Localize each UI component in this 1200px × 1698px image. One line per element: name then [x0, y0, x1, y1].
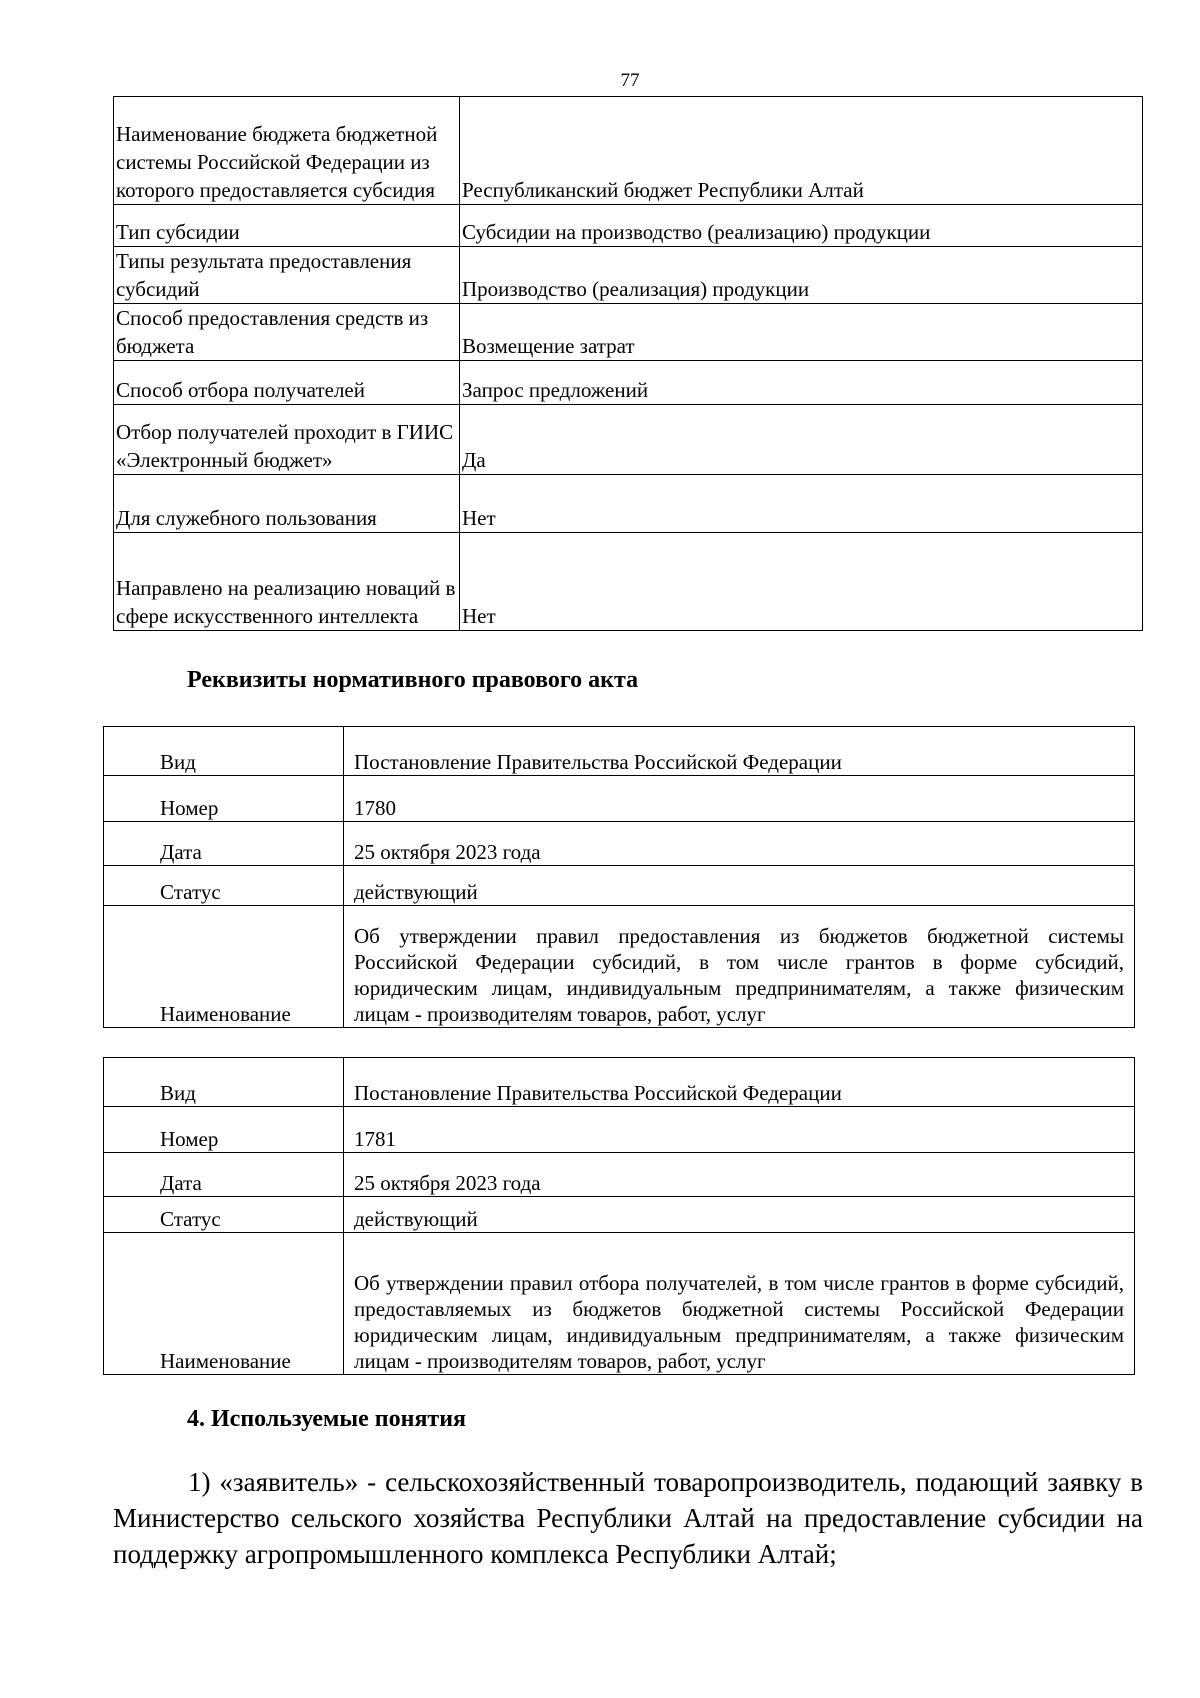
- date-label: Дата: [104, 822, 344, 866]
- legal-act-table: [103, 1057, 1135, 1375]
- row-value: Республиканский бюджет Республики Алтай: [460, 97, 1143, 205]
- status-value: действующий: [344, 1197, 1135, 1233]
- name-value: Об утверждении правил отбора получателей, в том числе грантов в форме субсидий, предоставляемых из бюджетов бюджетной системы Российской Федерации юридическим лицам, индивидуальным предпринимателям, а также физическим лицам - производителям товаров, работ, услуг: [344, 1233, 1135, 1375]
- name-label: Наименование: [104, 1233, 344, 1375]
- date-label: Дата: [104, 1153, 344, 1197]
- status-value: действующий: [344, 866, 1135, 906]
- date-value: 25 октября 2023 года: [344, 1153, 1135, 1197]
- number-value: 1781: [344, 1107, 1135, 1153]
- row-label: Тип субсидии: [114, 205, 460, 247]
- name-label: Наименование: [104, 906, 344, 1028]
- table-row: [104, 822, 1135, 866]
- row-value: Нет: [460, 475, 1143, 533]
- kind-value: Постановление Правительства Российской Федерации: [344, 727, 1135, 776]
- section-title: 4. Используемые понятия: [187, 1406, 467, 1432]
- status-label: Статус: [104, 866, 344, 906]
- date-value: 25 октября 2023 года: [344, 822, 1135, 866]
- name-value: Об утверждении правил предоставления из бюджетов бюджетной системы Российской Федерации субсидий, в том числе грантов в форме субсидий, юридическим лицам, индивидуальным предпринимателям, а также физическим лицам - производителям товаров, работ, услуг: [344, 906, 1135, 1028]
- table-row: [104, 1058, 1135, 1107]
- row-label: Наименование бюджета бюджетной системы Российской Федерации из которого предоставляется субсидия: [114, 97, 460, 205]
- requisites-title: Реквизиты нормативного правового акта: [187, 667, 639, 693]
- kind-label: Вид: [104, 1058, 344, 1107]
- table-row: [104, 1197, 1135, 1233]
- table-row: [104, 866, 1135, 906]
- table-row: [114, 97, 1143, 205]
- table-row: [104, 776, 1135, 822]
- table-row: [114, 361, 1143, 405]
- subsidy-passport-table: [113, 96, 1143, 631]
- number-value: 1780: [344, 776, 1135, 822]
- row-value: Возмещение затрат: [460, 304, 1143, 361]
- row-label: Направлено на реализацию новаций в сфере искусственного интеллекта: [114, 533, 460, 631]
- row-label: Для служебного пользования: [114, 475, 460, 533]
- row-label: Отбор получателей проходит в ГИИС «Электронный бюджет»: [114, 405, 460, 475]
- definition-paragraph: 1) «заявитель» - сельскохозяйственный товаропроизводитель, подающий заявку в Министерство сельского хозяйства Республики Алтай на предоставление субсидии на поддержку агропромышленного комплекса Республики Алтай;: [113, 1467, 1143, 1569]
- kind-value: Постановление Правительства Российской Федерации: [344, 1058, 1135, 1107]
- table-row: [114, 405, 1143, 475]
- table-row: [104, 1107, 1135, 1153]
- table-row: [114, 205, 1143, 247]
- row-label: Типы результата предоставления субсидий: [114, 247, 460, 304]
- row-label: Способ отбора получателей: [114, 361, 460, 405]
- table-row: [104, 727, 1135, 776]
- table-row: [104, 1153, 1135, 1197]
- page-number: 77: [620, 70, 640, 91]
- table-row: [114, 247, 1143, 304]
- table-row: [114, 304, 1143, 361]
- kind-label: Вид: [104, 727, 344, 776]
- row-value: Производство (реализация) продукции: [460, 247, 1143, 304]
- table-row: [104, 906, 1135, 1028]
- legal-act-table: [103, 726, 1135, 1028]
- row-value: Субсидии на производство (реализацию) продукции: [460, 205, 1143, 247]
- table-row: [114, 533, 1143, 631]
- table-row: [114, 475, 1143, 533]
- row-value: Да: [460, 405, 1143, 475]
- row-value: Запрос предложений: [460, 361, 1143, 405]
- table-row: [104, 1233, 1135, 1375]
- number-label: Номер: [104, 776, 344, 822]
- status-label: Статус: [104, 1197, 344, 1233]
- row-label: Способ предоставления средств из бюджета: [114, 304, 460, 361]
- number-label: Номер: [104, 1107, 344, 1153]
- row-value: Нет: [460, 533, 1143, 631]
